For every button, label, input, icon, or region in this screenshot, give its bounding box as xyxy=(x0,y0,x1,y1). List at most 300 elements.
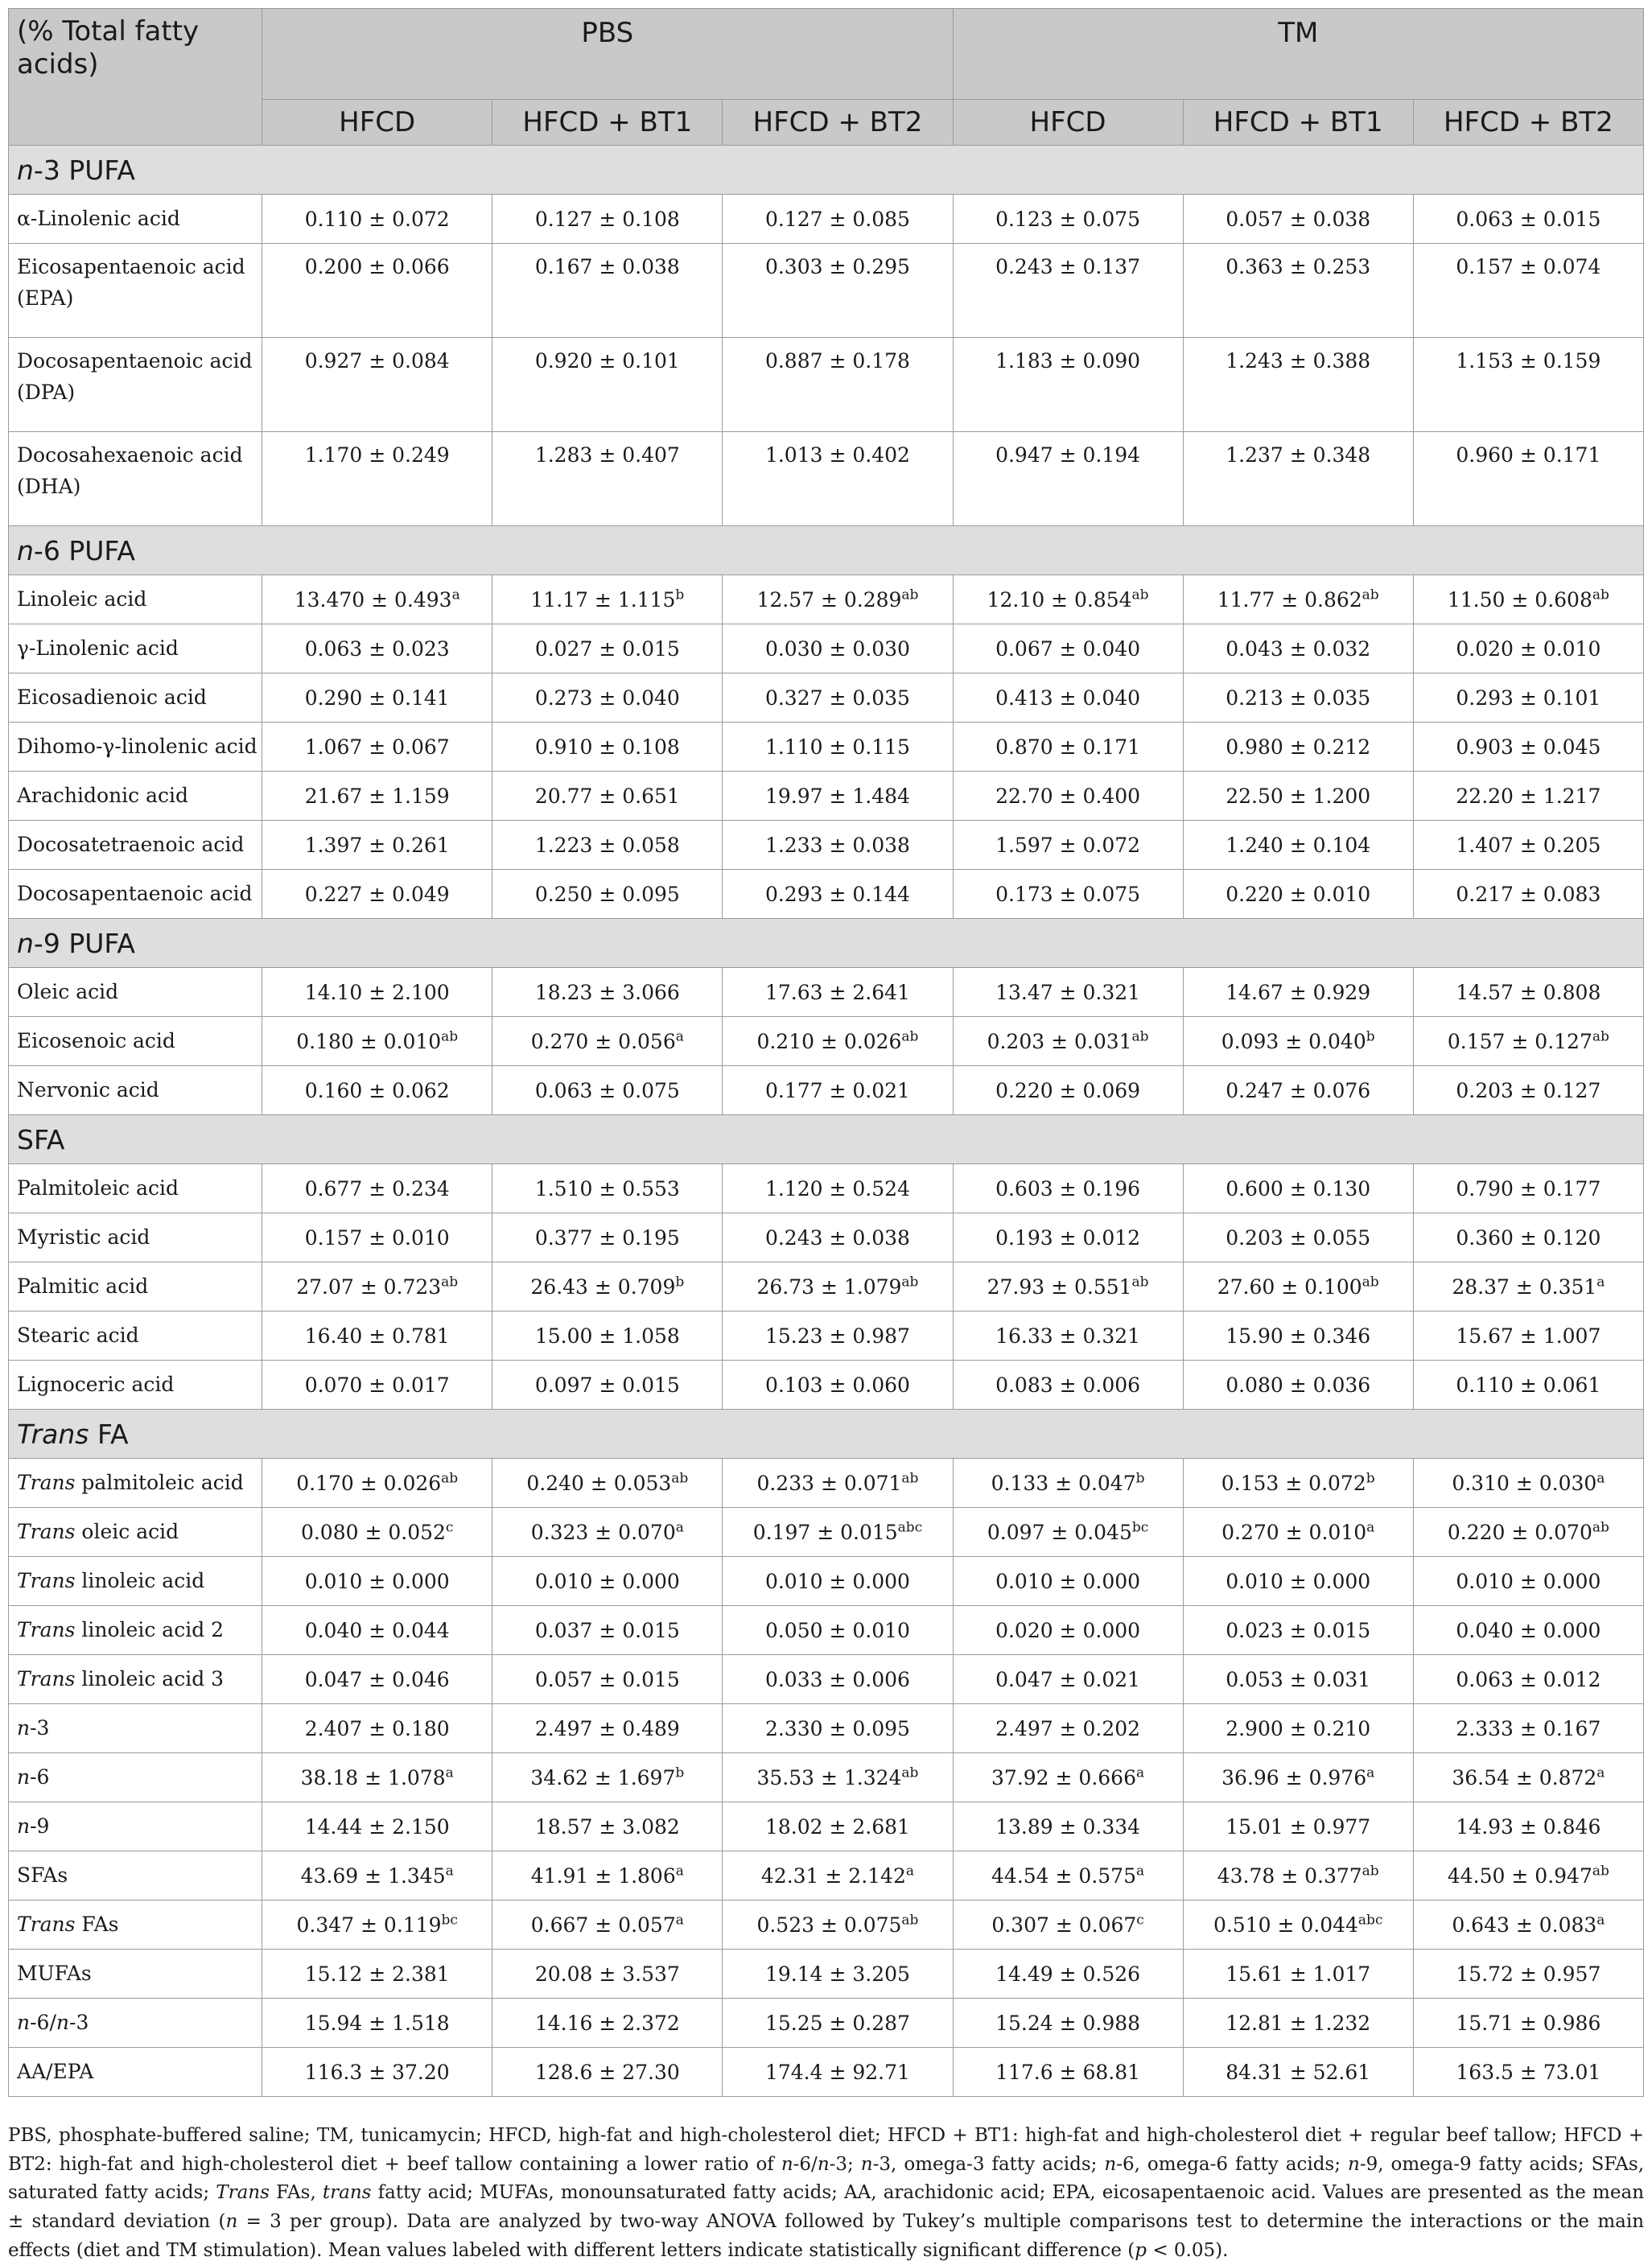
table-cell xyxy=(262,1213,492,1262)
table-cell xyxy=(492,244,723,338)
header-corner-label: (% Total fatty acids) xyxy=(9,9,262,146)
cell-value: 16.40 ± 0.781 xyxy=(304,1324,450,1348)
cell-value: 1.397 ± 0.261 xyxy=(304,833,450,857)
section-header xyxy=(9,1410,1644,1459)
table-row xyxy=(9,1262,1644,1312)
table-cell xyxy=(1413,1557,1643,1606)
table-cell xyxy=(1413,195,1643,244)
cell-value: 0.327 ± 0.035 xyxy=(764,686,910,710)
table-cell xyxy=(1413,1950,1643,1999)
table-cell xyxy=(262,723,492,772)
cell-value: 0.310 ± 0.030 xyxy=(1452,1471,1597,1495)
column-header: HFCD + BT1 xyxy=(492,100,723,146)
table-cell xyxy=(1183,1655,1413,1704)
table-cell xyxy=(492,1802,723,1851)
row-label: Palmitoleic acid xyxy=(9,1164,262,1213)
table-cell xyxy=(492,195,723,244)
table-cell xyxy=(1413,821,1643,870)
table-cell xyxy=(723,432,953,526)
row-label: Trans linoleic acid xyxy=(9,1557,262,1606)
table-cell xyxy=(1413,1901,1643,1950)
table-cell xyxy=(1413,723,1643,772)
table-cell xyxy=(492,870,723,919)
table-cell xyxy=(1413,772,1643,821)
significance-letter: ab xyxy=(1592,587,1609,603)
cell-value: 1.013 ± 0.402 xyxy=(764,443,910,467)
table-cell xyxy=(492,821,723,870)
cell-value: 27.07 ± 0.723 xyxy=(296,1275,442,1299)
cell-value: 15.00 ± 1.058 xyxy=(534,1324,680,1348)
table-cell xyxy=(953,195,1183,244)
significance-letter: ab xyxy=(901,1470,919,1487)
significance-letter: b xyxy=(1366,1470,1375,1487)
table-cell xyxy=(723,1262,953,1312)
table-cell xyxy=(723,1802,953,1851)
table-cell xyxy=(1413,432,1643,526)
cell-value: 15.24 ± 0.988 xyxy=(995,2011,1141,2035)
table-cell xyxy=(953,772,1183,821)
cell-value: 26.43 ± 0.709 xyxy=(530,1275,676,1299)
table-row xyxy=(9,1557,1644,1606)
table-cell xyxy=(723,1312,953,1361)
table-row xyxy=(9,1459,1644,1508)
cell-value: 2.497 ± 0.489 xyxy=(534,1716,680,1740)
cell-value: 28.37 ± 0.351 xyxy=(1452,1275,1597,1299)
cell-value: 128.6 ± 27.30 xyxy=(534,2060,680,2084)
table-cell xyxy=(953,1459,1183,1508)
cell-value: 38.18 ± 1.078 xyxy=(300,1765,446,1789)
cell-value: 1.183 ± 0.090 xyxy=(995,349,1141,373)
table-cell xyxy=(492,1066,723,1115)
table-cell xyxy=(262,1655,492,1704)
cell-value: 0.210 ± 0.026 xyxy=(756,1029,902,1053)
cell-value: 0.080 ± 0.052 xyxy=(300,1520,446,1544)
table-cell xyxy=(1183,1704,1413,1753)
cell-value: 0.273 ± 0.040 xyxy=(534,686,680,710)
cell-value: 0.203 ± 0.031 xyxy=(987,1029,1132,1053)
cell-value: 0.023 ± 0.015 xyxy=(1226,1618,1371,1642)
cell-value: 18.57 ± 3.082 xyxy=(534,1814,680,1839)
cell-value: 18.23 ± 3.066 xyxy=(534,980,680,1004)
cell-value: 11.17 ± 1.115 xyxy=(530,587,676,612)
table-cell xyxy=(1183,432,1413,526)
table-cell xyxy=(492,772,723,821)
significance-letter: ab xyxy=(1131,587,1149,603)
table-row xyxy=(9,1361,1644,1410)
significance-letter: abc xyxy=(1357,1912,1383,1929)
table-cell xyxy=(492,1262,723,1312)
row-label: Trans palmitoleic acid xyxy=(9,1459,262,1508)
significance-letter: abc xyxy=(897,1519,923,1536)
cell-value: 0.110 ± 0.072 xyxy=(304,207,450,231)
table-cell xyxy=(492,575,723,624)
cell-value: 0.903 ± 0.045 xyxy=(1456,735,1601,759)
section-title: n-9 PUFA xyxy=(9,919,1644,968)
table-cell xyxy=(953,1802,1183,1851)
cell-value: 0.523 ± 0.075 xyxy=(756,1913,902,1937)
cell-value: 13.47 ± 0.321 xyxy=(995,980,1141,1004)
table-cell xyxy=(953,1066,1183,1115)
significance-letter: a xyxy=(1596,1765,1605,1781)
cell-value: 19.97 ± 1.484 xyxy=(764,784,910,808)
cell-value: 0.093 ± 0.040 xyxy=(1221,1029,1366,1053)
table-cell xyxy=(1183,1459,1413,1508)
table-cell xyxy=(1413,1802,1643,1851)
row-label: Trans FAs xyxy=(9,1901,262,1950)
table-cell xyxy=(723,2048,953,2097)
table-cell xyxy=(1183,821,1413,870)
cell-value: 0.980 ± 0.212 xyxy=(1226,735,1371,759)
table-cell xyxy=(953,1213,1183,1262)
table-cell xyxy=(262,772,492,821)
cell-value: 18.02 ± 2.681 xyxy=(764,1814,910,1839)
significance-letter: ab xyxy=(901,1912,919,1929)
significance-letter: ab xyxy=(901,1274,919,1291)
significance-letter: b xyxy=(1135,1470,1145,1487)
table-cell xyxy=(492,1655,723,1704)
significance-letter: ab xyxy=(441,1028,459,1045)
table-cell xyxy=(1183,1508,1413,1557)
table-cell xyxy=(262,1508,492,1557)
cell-value: 0.063 ± 0.075 xyxy=(534,1078,680,1102)
cell-value: 1.110 ± 0.115 xyxy=(764,735,910,759)
cell-value: 0.063 ± 0.015 xyxy=(1456,207,1601,231)
section-header xyxy=(9,1115,1644,1164)
table-cell xyxy=(953,1999,1183,2048)
table-body xyxy=(9,146,1644,2097)
cell-value: 1.240 ± 0.104 xyxy=(1226,833,1371,857)
table-cell xyxy=(1183,1851,1413,1901)
cell-value: 0.293 ± 0.144 xyxy=(764,882,910,906)
table-cell xyxy=(723,1213,953,1262)
table-cell xyxy=(1413,1164,1643,1213)
table-cell xyxy=(723,1164,953,1213)
table-cell xyxy=(1413,1066,1643,1115)
cell-value: 0.217 ± 0.083 xyxy=(1456,882,1601,906)
table-row xyxy=(9,1655,1644,1704)
table-cell xyxy=(1413,1312,1643,1361)
cell-value: 0.870 ± 0.171 xyxy=(995,735,1141,759)
cell-value: 42.31 ± 2.142 xyxy=(760,1863,906,1888)
cell-value: 0.010 ± 0.000 xyxy=(764,1569,910,1593)
column-header: HFCD + BT2 xyxy=(1413,100,1643,146)
significance-letter: ab xyxy=(901,1028,919,1045)
table-cell xyxy=(1413,1459,1643,1508)
table-cell xyxy=(492,624,723,673)
table-cell xyxy=(262,1802,492,1851)
table-cell xyxy=(1183,1066,1413,1115)
cell-value: 0.220 ± 0.069 xyxy=(995,1078,1141,1102)
table-header xyxy=(9,9,1644,146)
cell-value: 0.110 ± 0.061 xyxy=(1456,1373,1601,1397)
table-row xyxy=(9,1753,1644,1802)
cell-value: 0.010 ± 0.000 xyxy=(995,1569,1141,1593)
significance-letter: a xyxy=(1136,1765,1145,1781)
cell-value: 0.010 ± 0.000 xyxy=(534,1569,680,1593)
cell-value: 1.170 ± 0.249 xyxy=(304,443,450,467)
cell-value: 27.93 ± 0.551 xyxy=(987,1275,1132,1299)
table-cell xyxy=(1413,1753,1643,1802)
significance-letter: ab xyxy=(1362,1274,1379,1291)
cell-value: 14.49 ± 0.526 xyxy=(995,1962,1141,1986)
cell-value: 41.91 ± 1.806 xyxy=(530,1863,676,1888)
cell-value: 15.71 ± 0.986 xyxy=(1456,2011,1601,2035)
table-row xyxy=(9,673,1644,723)
significance-letter: a xyxy=(1596,1470,1605,1487)
significance-letter: a xyxy=(445,1765,454,1781)
row-label: MUFAs xyxy=(9,1950,262,1999)
cell-value: 0.603 ± 0.196 xyxy=(995,1176,1141,1200)
table-cell xyxy=(723,1655,953,1704)
significance-letter: a xyxy=(1596,1912,1605,1929)
table-cell xyxy=(953,1950,1183,1999)
table-cell xyxy=(1183,575,1413,624)
cell-value: 0.233 ± 0.071 xyxy=(756,1471,902,1495)
cell-value: 163.5 ± 73.01 xyxy=(1456,2060,1601,2084)
cell-value: 0.363 ± 0.253 xyxy=(1226,255,1371,278)
table-row xyxy=(9,338,1644,432)
cell-value: 0.413 ± 0.040 xyxy=(995,686,1141,710)
table-cell xyxy=(262,432,492,526)
cell-value: 2.407 ± 0.180 xyxy=(304,1716,450,1740)
cell-value: 0.887 ± 0.178 xyxy=(764,349,910,373)
cell-value: 0.947 ± 0.194 xyxy=(995,443,1141,467)
table-cell xyxy=(492,2048,723,2097)
cell-value: 35.53 ± 1.324 xyxy=(756,1765,902,1789)
table-cell xyxy=(1413,338,1643,432)
table-cell xyxy=(1183,1312,1413,1361)
cell-value: 2.497 ± 0.202 xyxy=(995,1716,1141,1740)
table-cell xyxy=(262,1704,492,1753)
cell-value: 0.020 ± 0.010 xyxy=(1456,636,1601,661)
table-cell xyxy=(492,432,723,526)
header-group-tm: TM xyxy=(953,9,1643,100)
cell-value: 0.037 ± 0.015 xyxy=(534,1618,680,1642)
table-cell xyxy=(1183,968,1413,1017)
table-cell xyxy=(492,1557,723,1606)
cell-value: 2.900 ± 0.210 xyxy=(1226,1716,1371,1740)
cell-value: 0.057 ± 0.015 xyxy=(534,1667,680,1691)
table-cell xyxy=(262,195,492,244)
row-label: Docosapentaenoic acid xyxy=(9,870,262,919)
cell-value: 0.157 ± 0.127 xyxy=(1447,1029,1592,1053)
cell-value: 0.010 ± 0.000 xyxy=(1456,1569,1601,1593)
table-cell xyxy=(723,195,953,244)
table-cell xyxy=(1183,870,1413,919)
significance-letter: b xyxy=(1366,1028,1375,1045)
cell-value: 0.050 ± 0.010 xyxy=(764,1618,910,1642)
cell-value: 15.94 ± 1.518 xyxy=(304,2011,450,2035)
table-cell xyxy=(1183,772,1413,821)
table-cell xyxy=(1183,1753,1413,1802)
section-header xyxy=(9,526,1644,575)
significance-letter: a xyxy=(675,1519,684,1536)
cell-value: 0.510 ± 0.044 xyxy=(1213,1913,1358,1937)
section-title: n-6 PUFA xyxy=(9,526,1644,575)
table-cell xyxy=(953,2048,1183,2097)
cell-value: 117.6 ± 68.81 xyxy=(995,2060,1141,2084)
table-cell xyxy=(953,1361,1183,1410)
significance-letter: a xyxy=(1366,1765,1375,1781)
table-cell xyxy=(1183,1802,1413,1851)
table-cell xyxy=(1413,673,1643,723)
cell-value: 22.70 ± 0.400 xyxy=(995,784,1141,808)
table-row xyxy=(9,1999,1644,2048)
cell-value: 14.57 ± 0.808 xyxy=(1456,980,1601,1004)
column-header: HFCD + BT2 xyxy=(723,100,953,146)
significance-letter: a xyxy=(905,1863,915,1880)
cell-value: 11.50 ± 0.608 xyxy=(1447,587,1592,612)
cell-value: 0.127 ± 0.085 xyxy=(764,207,910,231)
cell-value: 22.50 ± 1.200 xyxy=(1226,784,1371,808)
table-row xyxy=(9,1606,1644,1655)
table-cell xyxy=(1183,338,1413,432)
significance-letter: a xyxy=(675,1863,684,1880)
cell-value: 0.293 ± 0.101 xyxy=(1456,686,1601,710)
cell-value: 0.097 ± 0.045 xyxy=(987,1520,1132,1544)
significance-letter: b xyxy=(675,1765,685,1781)
table-cell xyxy=(723,244,953,338)
table-cell xyxy=(492,673,723,723)
table-cell xyxy=(1413,1606,1643,1655)
header-group-pbs: PBS xyxy=(262,9,953,100)
fatty-acid-table-container xyxy=(8,8,1644,2097)
row-label: Trans linoleic acid 3 xyxy=(9,1655,262,1704)
table-row xyxy=(9,1851,1644,1901)
cell-value: 0.360 ± 0.120 xyxy=(1456,1225,1601,1250)
cell-value: 0.200 ± 0.066 xyxy=(304,255,450,278)
cell-value: 11.77 ± 0.862 xyxy=(1217,587,1362,612)
table-row xyxy=(9,1508,1644,1557)
table-cell xyxy=(262,1950,492,1999)
cell-value: 20.08 ± 3.537 xyxy=(534,1962,680,1986)
cell-value: 0.247 ± 0.076 xyxy=(1226,1078,1371,1102)
cell-value: 0.600 ± 0.130 xyxy=(1226,1176,1371,1200)
cell-value: 19.14 ± 3.205 xyxy=(764,1962,910,1986)
cell-value: 15.61 ± 1.017 xyxy=(1226,1962,1371,1986)
table-cell xyxy=(492,1459,723,1508)
table-cell xyxy=(492,1999,723,2048)
row-label: AA/EPA xyxy=(9,2048,262,2097)
cell-value: 2.333 ± 0.167 xyxy=(1456,1716,1601,1740)
cell-value: 17.63 ± 2.641 xyxy=(764,980,910,1004)
row-label: Arachidonic acid xyxy=(9,772,262,821)
table-cell xyxy=(1413,1508,1643,1557)
significance-letter: ab xyxy=(901,1765,919,1781)
table-cell xyxy=(262,673,492,723)
table-cell xyxy=(1413,1851,1643,1901)
cell-value: 84.31 ± 52.61 xyxy=(1226,2060,1371,2084)
cell-value: 0.053 ± 0.031 xyxy=(1226,1667,1371,1691)
table-cell xyxy=(953,624,1183,673)
significance-letter: b xyxy=(675,1274,685,1291)
table-cell xyxy=(1413,244,1643,338)
table-cell xyxy=(262,1017,492,1066)
cell-value: 0.030 ± 0.030 xyxy=(764,636,910,661)
cell-value: 0.167 ± 0.038 xyxy=(534,255,680,278)
table-cell xyxy=(262,1606,492,1655)
table-cell xyxy=(1413,2048,1643,2097)
cell-value: 1.237 ± 0.348 xyxy=(1226,443,1371,467)
cell-value: 0.027 ± 0.015 xyxy=(534,636,680,661)
table-row xyxy=(9,1802,1644,1851)
cell-value: 0.323 ± 0.070 xyxy=(530,1520,676,1544)
section-header xyxy=(9,146,1644,195)
cell-value: 0.243 ± 0.038 xyxy=(764,1225,910,1250)
table-cell xyxy=(953,1508,1183,1557)
cell-value: 43.69 ± 1.345 xyxy=(300,1863,446,1888)
cell-value: 1.510 ± 0.553 xyxy=(534,1176,680,1200)
table-cell xyxy=(723,1901,953,1950)
table-cell xyxy=(1413,1017,1643,1066)
cell-value: 34.62 ± 1.697 xyxy=(530,1765,676,1789)
table-row xyxy=(9,1950,1644,1999)
section-header xyxy=(9,919,1644,968)
cell-value: 0.157 ± 0.010 xyxy=(304,1225,450,1250)
cell-value: 26.73 ± 1.079 xyxy=(756,1275,902,1299)
table-cell xyxy=(953,1262,1183,1312)
cell-value: 12.57 ± 0.289 xyxy=(756,587,902,612)
table-cell xyxy=(1183,1606,1413,1655)
cell-value: 0.070 ± 0.017 xyxy=(304,1373,450,1397)
table-cell xyxy=(492,1606,723,1655)
row-label: Lignoceric acid xyxy=(9,1361,262,1410)
table-cell xyxy=(492,1950,723,1999)
table-cell xyxy=(1413,1361,1643,1410)
cell-value: 44.54 ± 0.575 xyxy=(991,1863,1136,1888)
table-cell xyxy=(1183,1017,1413,1066)
table-row xyxy=(9,1017,1644,1066)
section-title: n-3 PUFA xyxy=(9,146,1644,195)
table-cell xyxy=(723,1459,953,1508)
cell-value: 0.020 ± 0.000 xyxy=(995,1618,1141,1642)
cell-value: 2.330 ± 0.095 xyxy=(764,1716,910,1740)
cell-value: 14.93 ± 0.846 xyxy=(1456,1814,1601,1839)
cell-value: 0.057 ± 0.038 xyxy=(1226,207,1371,231)
table-cell xyxy=(492,1017,723,1066)
cell-value: 0.043 ± 0.032 xyxy=(1226,636,1371,661)
cell-value: 0.173 ± 0.075 xyxy=(995,882,1141,906)
row-label: Linoleic acid xyxy=(9,575,262,624)
table-cell xyxy=(262,338,492,432)
row-label: Myristic acid xyxy=(9,1213,262,1262)
row-label: γ-Linolenic acid xyxy=(9,624,262,673)
cell-value: 14.67 ± 0.929 xyxy=(1226,980,1371,1004)
significance-letter: bc xyxy=(441,1912,458,1929)
significance-letter: ab xyxy=(901,587,919,603)
table-cell xyxy=(262,1066,492,1115)
cell-value: 0.180 ± 0.010 xyxy=(296,1029,442,1053)
table-cell xyxy=(262,821,492,870)
cell-value: 15.72 ± 0.957 xyxy=(1456,1962,1601,1986)
table-cell xyxy=(1183,2048,1413,2097)
cell-value: 20.77 ± 0.651 xyxy=(534,784,680,808)
row-label: α-Linolenic acid xyxy=(9,195,262,244)
cell-value: 22.20 ± 1.217 xyxy=(1456,784,1601,808)
cell-value: 1.407 ± 0.205 xyxy=(1456,833,1601,857)
table-row xyxy=(9,968,1644,1017)
table-row xyxy=(9,195,1644,244)
cell-value: 0.290 ± 0.141 xyxy=(304,686,450,710)
table-cell xyxy=(492,1901,723,1950)
cell-value: 0.250 ± 0.095 xyxy=(534,882,680,906)
cell-value: 15.01 ± 0.977 xyxy=(1226,1814,1371,1839)
significance-letter: a xyxy=(451,587,460,603)
row-label: n-6 xyxy=(9,1753,262,1802)
row-label: n-6/n-3 xyxy=(9,1999,262,2048)
row-label: Dihomo-γ-linolenic acid xyxy=(9,723,262,772)
table-cell xyxy=(492,1312,723,1361)
